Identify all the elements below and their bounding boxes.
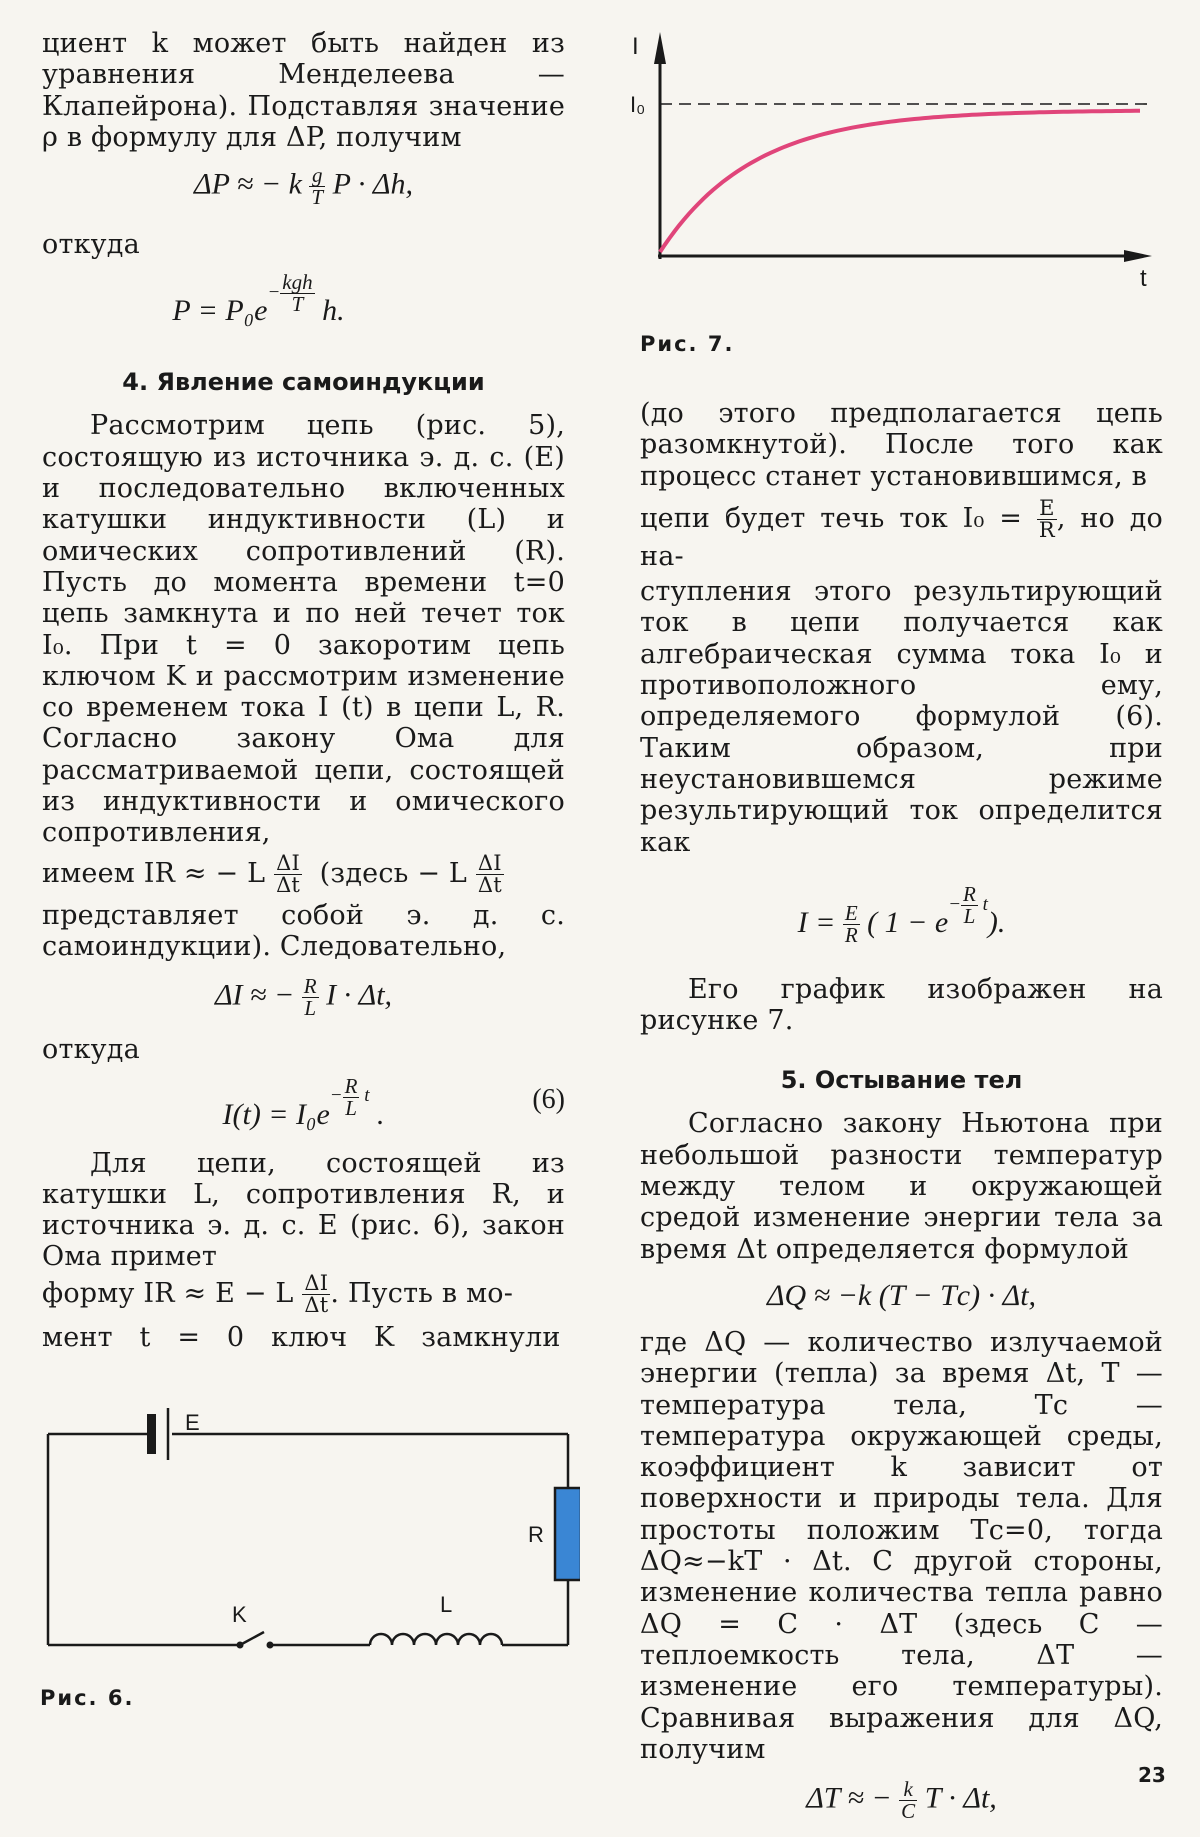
left-column bbox=[42, 28, 565, 1353]
section-title-cooling: 5. Остывание тел bbox=[780, 1066, 1023, 1095]
equation-6: $I(t) = I_0e^{- \frac{R}{L} t}$ . (6) bbox=[222, 1073, 565, 1131]
equation-current-rise: I = $\frac{E}{R}$ ( $1 - e^{- \frac{R}{L} t}$). bbox=[797, 881, 1006, 948]
inductor-coil bbox=[370, 1634, 502, 1645]
paragraph-transient: ступления этого результирующий ток в цепи получается как алгебраическая сумма тока I₀ и противоположного ему, определяемого формулой (6). Таким образом, при неустановившемся режиме результирующий ток определится как bbox=[640, 576, 1163, 858]
word-otkuda-2: откуда bbox=[42, 1034, 140, 1066]
paragraph-intro: циент k может быть найден из уравнения Менделеева — Клапейрона). Подставляя значение ρ в формулу для ΔP, получим bbox=[42, 28, 565, 153]
paragraph-ohm-law: Для цепи, состоящей из катушки L, сопротивления R, и источника э. д. с. E (рис. 6), закон Ома примет bbox=[42, 1147, 565, 1273]
label-R: R bbox=[528, 1522, 544, 1547]
label-L: L bbox=[440, 1592, 453, 1617]
equation-delta-p: ΔP ≈ − k $\frac{g}{T}$ P · Δh, bbox=[194, 163, 413, 210]
paragraph-emf-expression: имеем IR ≈ − L $\frac{\Delta I}{\Delta t}$ (здесь − L $\frac{\Delta I}{\Delta t}$ bbox=[42, 850, 502, 897]
page-number: 23 bbox=[1138, 1763, 1166, 1787]
switch-contact-right bbox=[267, 1642, 274, 1649]
resistor bbox=[555, 1488, 580, 1580]
x-axis-arrow bbox=[1124, 250, 1152, 262]
word-otkuda-1: откуда bbox=[42, 229, 140, 261]
equation-delta-q: ΔQ ≈ −k (T − Tс) · Δt, bbox=[766, 1278, 1037, 1312]
label-x-axis: t bbox=[1140, 265, 1147, 292]
paragraph-definitions: где ΔQ — количество излучаемой энергии (тепла) за время Δt, T — температура тела, Tс — температура окружающей среды, коэффициент k зависит от поверхности и природы тела. Для простоты положим Tс=0, тогда ΔQ≈−kT · Δt. С другой стороны, изменение количества тепла равно ΔQ = C · ΔT (здесь C — теплоемкость тела, ΔT — изменение его температуры). Сравнивая выражения для ΔQ, получим bbox=[640, 1326, 1163, 1765]
current-rise-curve bbox=[660, 111, 1140, 252]
section-title-self-induction: 4. Явление самоиндукции bbox=[122, 368, 485, 397]
right-column bbox=[640, 330, 1163, 1837]
figure-6-circuit bbox=[40, 1400, 580, 1670]
figure-6-caption: Рис. 6. bbox=[40, 1686, 135, 1710]
equation-delta-i: ΔI ≈ − $\frac{R}{L}$ I · Δt, bbox=[214, 974, 393, 1021]
label-y-axis: I bbox=[632, 33, 639, 60]
equation-delta-t: ΔT ≈ − $\frac{k}{C}$ T · Δt, bbox=[806, 1777, 997, 1824]
label-E: E bbox=[185, 1410, 200, 1435]
paragraph-self-induction: Рассмотрим цепь (рис. 5), состоящую из источника э. д. с. (E) и последовательно включенных катушки индуктивности (L) и омических сопротивлений (R). Пусть до момента времени t=0 цепь замкнута и по ней течет ток I₀. При t = 0 закоротим цепь ключом K и рассмотрим изменение со временем тока I (t) в цепи L, R. Согласно закону Ома для рассматриваемой цепи, состоящей из индуктивности и омического сопротивления, bbox=[42, 410, 565, 849]
label-I0: I₀ bbox=[630, 92, 646, 117]
figure-7-caption: Рис. 7. bbox=[640, 332, 735, 356]
battery-negative-plate bbox=[147, 1414, 156, 1454]
paragraph-newton-law: Согласно закону Ньютона при небольшой разности температур между телом и окружающей средой изменение энергии тела за время Δt определяется формулой bbox=[640, 1108, 1163, 1265]
paragraph-steady-current: цепи будет течь ток I₀ = $\frac{E}{R}$ , но до на- bbox=[640, 495, 1164, 572]
paragraph-open-circuit: (до этого предполагается цепь разомкнутой). После того как процесс станет установившимся, в bbox=[640, 398, 1163, 492]
paragraph-switch-closed: мент t = 0 ключ K замкнули bbox=[42, 1321, 561, 1353]
label-K: K bbox=[232, 1602, 247, 1627]
paragraph-therefore: представляет собой э. д. с. самоиндукции). Следовательно, bbox=[42, 899, 565, 962]
equation-barometric: $P = P_0e^{- \frac{\text{kgh}}{T}}$ h. bbox=[172, 270, 345, 328]
switch-contact-left bbox=[237, 1642, 244, 1649]
y-axis-arrow bbox=[654, 32, 666, 64]
figure-7-graph bbox=[630, 24, 1170, 304]
equation-number-6: (6) bbox=[532, 1083, 565, 1115]
paragraph-graph-ref: Его график изображен на рисунке 7. bbox=[640, 973, 1163, 1037]
paragraph-ohm-form: форму IR ≈ E − L $\frac{\Delta I}{\Delta t}$ . Пусть в мо- bbox=[42, 1270, 514, 1317]
